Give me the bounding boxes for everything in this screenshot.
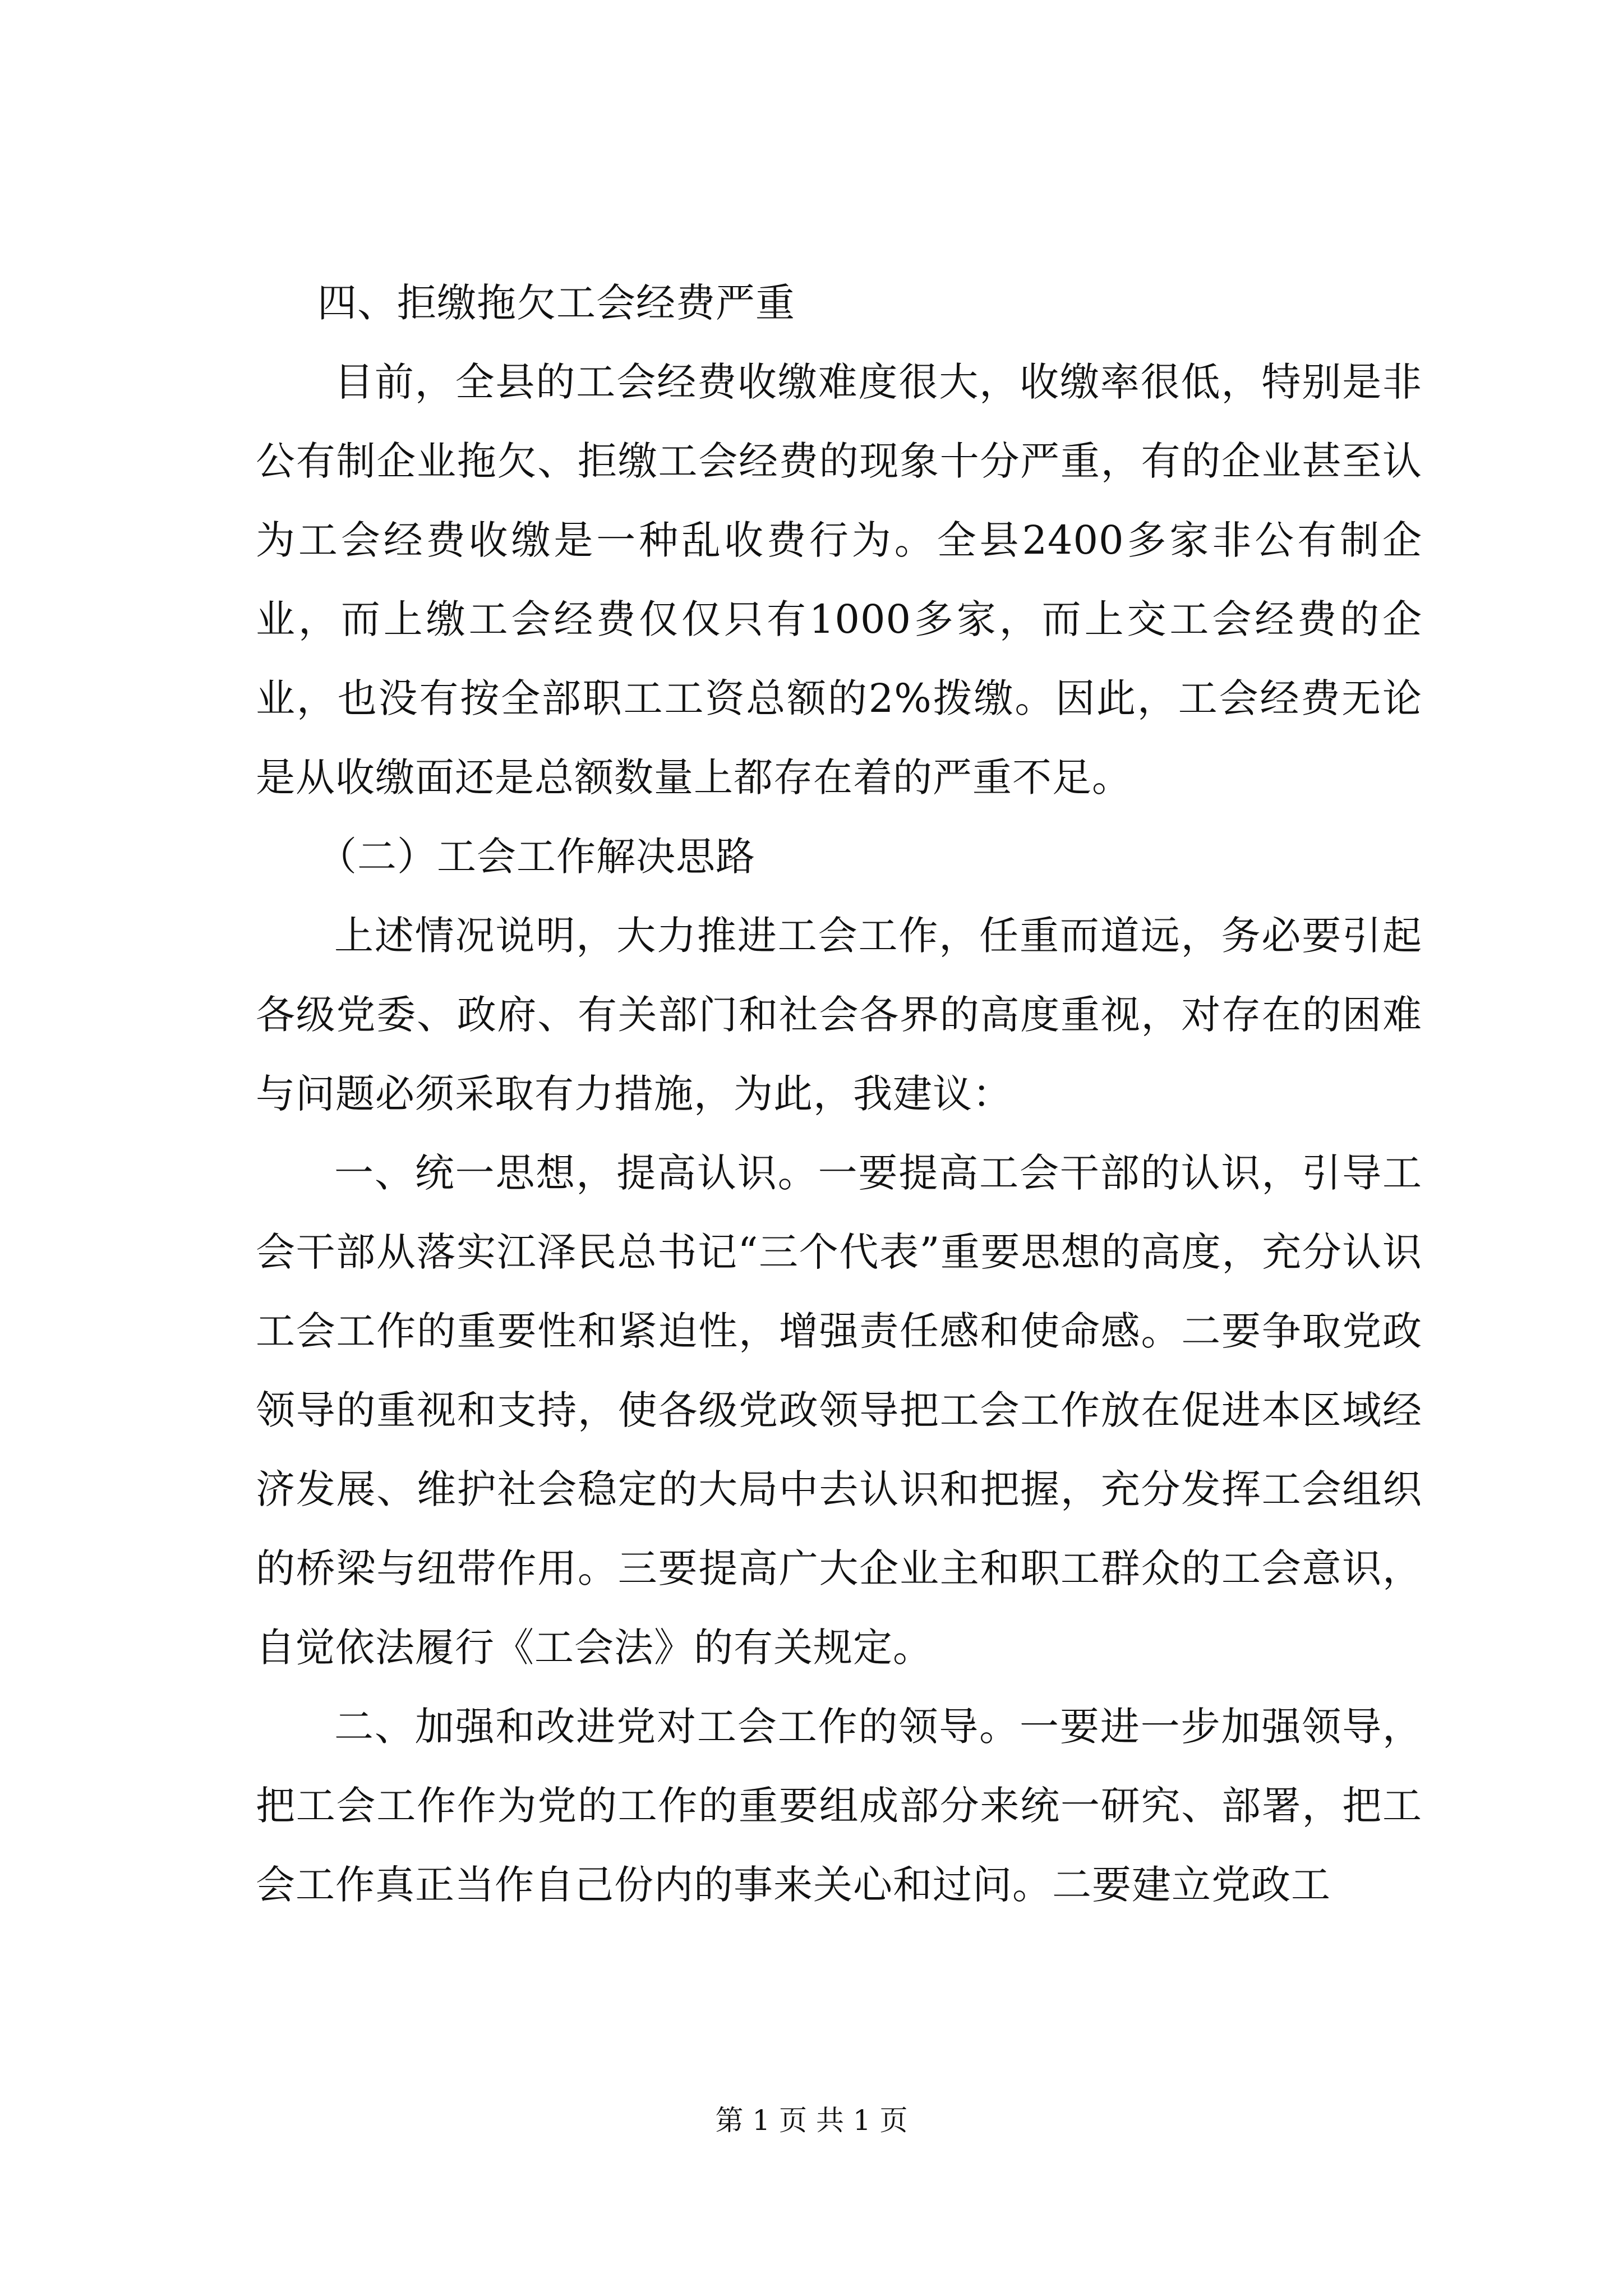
page-number-footer: 第 1 页 共 1 页 <box>715 2104 908 2137</box>
section-heading-4: 四、拒缴拖欠工会经费严重 <box>317 280 795 326</box>
document-body <box>256 264 1422 1925</box>
paragraph-funding-problem: 目前，全县的工会经费收缴难度很大，收缴率很低，特别是非公有制企业拖欠、拒缴工会经费的现象十分严重，有的企业甚至认为工会经费收缴是一种乱收费行为。全县2400多家非公有制企业，而上缴工会经费仅仅只有1000多家，而上交工会经费的企业，也没有按全部职工工资总额的2%拨缴。因此，工会经费无论是从收缴面还是总额数量上都存在着的严重不足。 <box>256 359 1422 800</box>
section-heading-solutions: （二）工会工作解决思路 <box>317 834 755 880</box>
paragraph-recommendation-1: 一、统一思想，提高认识。一要提高工会干部的认识，引导工会干部从落实江泽民总书记“三个代表”重要思想的高度，充分认识工会工作的重要性和紧迫性，增强责任感和使命感。二要争取党政领导的重视和支持，使各级党政领导把工会工作放在促进本区域经济发展、维护社会稳定的大局中去认识和把握，充分发挥工会组织的桥梁与纽带作用。三要提高广大企业主和职工群众的工会意识，自觉依法履行《工会法》的有关规定。 <box>256 1150 1422 1671</box>
paragraph-recommendation-intro: 上述情况说明，大力推进工会工作，任重而道远，务必要引起各级党委、政府、有关部门和社会各界的高度重视，对存在的困难与问题必须采取有力措施，为此，我建议： <box>256 913 1422 1117</box>
paragraph-recommendation-2: 二、加强和改进党对工会工作的领导。一要进一步加强领导，把工会工作作为党的工作的重要组成部分来统一研究、部署，把工会工作真正当作自己份内的事来关心和过问。二要建立党政工 <box>256 1704 1422 1908</box>
